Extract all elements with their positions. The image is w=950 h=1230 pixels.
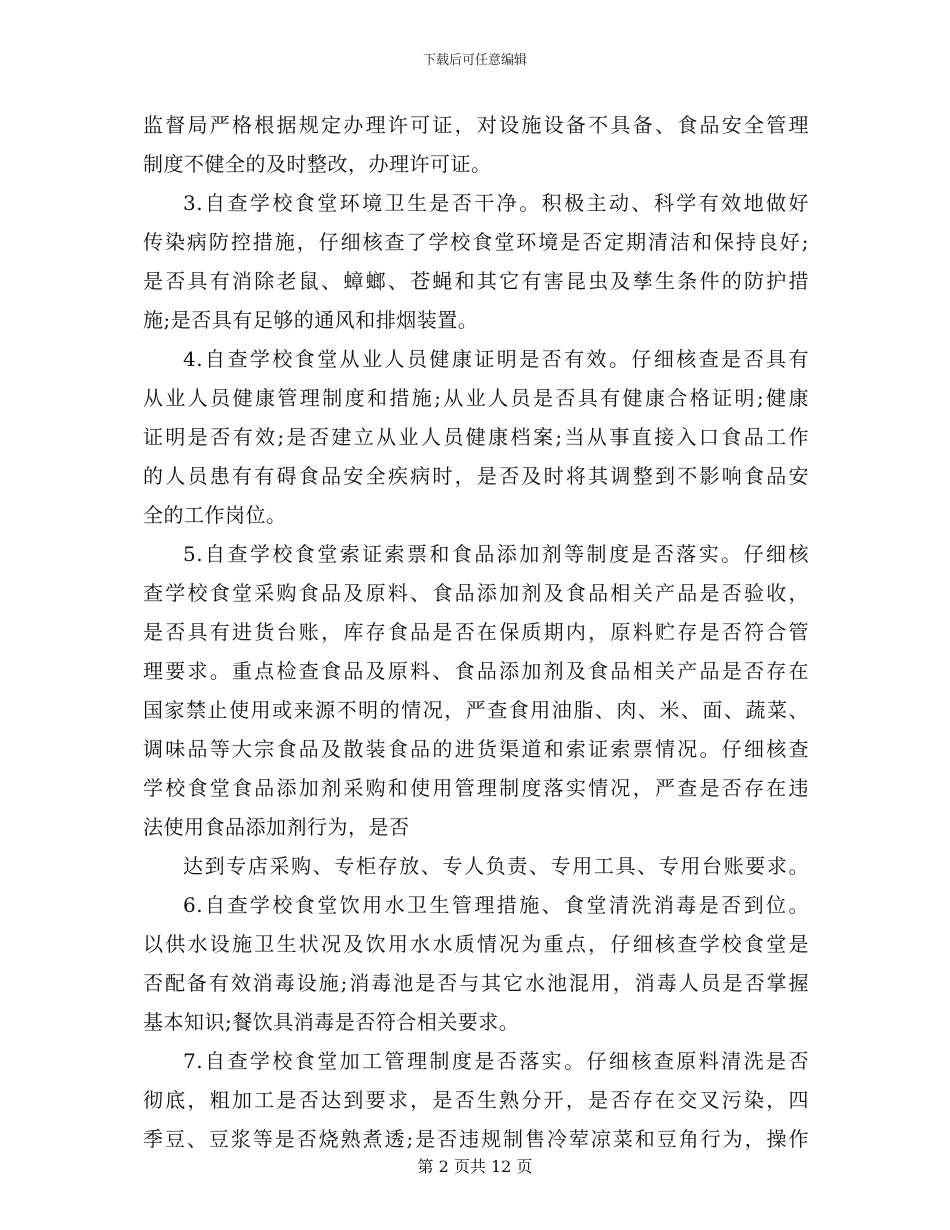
document-body — [143, 106, 809, 1159]
page-footer: 第 2 页共 12 页 — [417, 1157, 533, 1176]
text-line: 证明是否有效;是否建立从业人员健康档案;当从事直接入口食品工作 — [143, 425, 809, 449]
text-line: 基本知识;餐饮具消毒是否符合相关要求。 — [143, 1010, 520, 1034]
text-line: 3.自查学校食堂环境卫生是否干净。积极主动、科学有效地做好 — [183, 191, 809, 215]
text-line: 施;是否具有足够的通风和排烟装置。 — [143, 308, 479, 332]
text-line: 否配备有效消毒设施;消毒池是否与其它水池混用，消毒人员是否掌握 — [143, 971, 809, 995]
text-line: 从业人员健康管理制度和措施;从业人员是否具有健康合格证明;健康 — [143, 386, 809, 410]
text-line: 理要求。重点检查食品及原料、食品添加剂及食品相关产品是否存在 — [143, 659, 809, 683]
text-line: 以供水设施卫生状况及饮用水水质情况为重点，仔细核查学校食堂是 — [143, 932, 809, 956]
text-line: 是否具有消除老鼠、蟑螂、苍蝇和其它有害昆虫及孳生条件的防护措 — [143, 269, 809, 293]
text-line: 彻底，粗加工是否达到要求，是否生熟分开，是否存在交叉污染，四 — [143, 1088, 809, 1112]
text-line: 传染病防控措施，仔细核查了学校食堂环境是否定期清洁和保持良好; — [143, 230, 809, 254]
text-line: 达到专店采购、专柜存放、专人负责、专用工具、专用台账要求。 — [183, 854, 809, 878]
text-line: 的人员患有有碍食品安全疾病时，是否及时将其调整到不影响食品安 — [143, 464, 809, 488]
text-line: 监督局严格根据规定办理许可证，对设施设备不具备、食品安全管理 — [143, 113, 809, 137]
page-header: 下载后可任意编辑 — [422, 53, 527, 68]
text-line: 4.自查学校食堂从业人员健康证明是否有效。仔细核查是否具有 — [183, 347, 809, 371]
text-line: 5.自查学校食堂索证索票和食品添加剂等制度是否落实。仔细核 — [183, 542, 809, 566]
text-line: 全的工作岗位。 — [143, 503, 287, 527]
text-line: 是否具有进货台账，库存食品是否在保质期内，原料贮存是否符合管 — [143, 620, 809, 644]
text-line: 制度不健全的及时整改，办理许可证。 — [143, 152, 492, 176]
text-line: 调味品等大宗食品及散装食品的进货渠道和索证索票情况。仔细核查 — [143, 737, 809, 761]
text-line: 季豆、豆浆等是否烧熟煮透;是否违规制售冷荤凉菜和豆角行为，操作 — [143, 1127, 809, 1151]
text-line: 学校食堂食品添加剂采购和使用管理制度落实情况，严查是否存在违 — [143, 776, 809, 800]
text-line: 7.自查学校食堂加工管理制度是否落实。仔细核查原料清洗是否 — [183, 1049, 809, 1073]
text-line: 6.自查学校食堂饮用水卫生管理措施、食堂清洗消毒是否到位。 — [183, 893, 809, 917]
text-line: 国家禁止使用或来源不明的情况，严查食用油脂、肉、米、面、蔬菜、 — [143, 698, 809, 722]
text-line: 查学校食堂采购食品及原料、食品添加剂及食品相关产品是否验收， — [143, 581, 809, 605]
text-line: 法使用食品添加剂行为，是否 — [143, 815, 410, 839]
